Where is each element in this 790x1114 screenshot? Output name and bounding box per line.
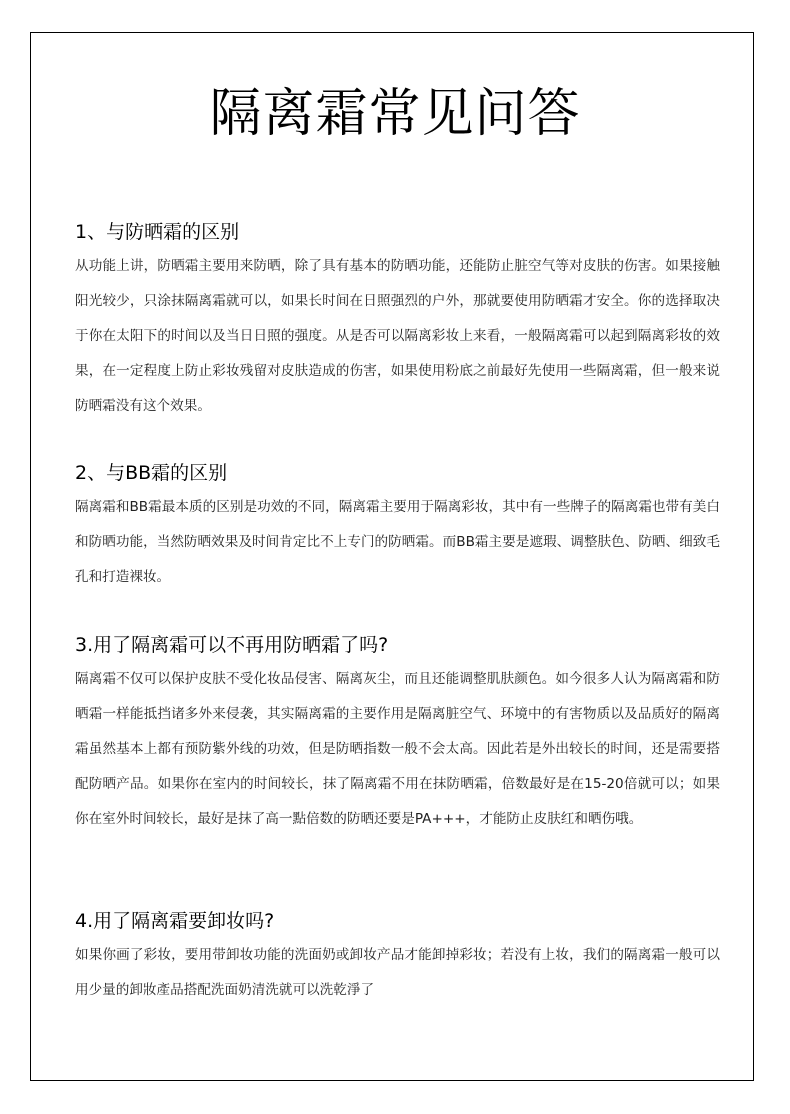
- faq-section-3: [75, 632, 720, 837]
- faq-section-4-heading: 4.用了隔离霜要卸妆吗?: [75, 910, 275, 932]
- faq-section-2-heading: 2、与BB霜的区别: [75, 462, 228, 484]
- faq-section-4-body: 如果你画了彩妆，要用带卸妆功能的洗面奶或卸妆产品才能卸掉彩妆；若没有上妆，我们的隔离霜一般可以用少量的卸妝產品搭配洗面奶清洗就可以洗乾淨了: [75, 947, 720, 998]
- faq-section-2-body: 隔离霜和BB霜最本质的区别是功效的不同，隔离霜主要用于隔离彩妆，其中有一些牌子的隔离霜也带有美白和防晒功能，当然防晒效果及时间肯定比不上专门的防晒霜。而BB霜主要是遮瑕、调整肤色、防晒、细致毛孔和打造裸妆。: [75, 499, 720, 585]
- faq-section-4: [75, 908, 720, 1008]
- faq-section-3-body: 隔离霜不仅可以保护皮肤不受化妆品侵害、隔离灰尘，而且还能调整肌肤颜色。如今很多人认为隔离霜和防晒霜一样能抵挡诸多外来侵袭，其实隔离霜的主要作用是隔离脏空气、环境中的有害物质以及品质好的隔离霜虽然基本上都有预防紫外线的功效，但是防晒指数一般不会太高。因此若是外出较长的时间，还是需要搭配防晒产品。如果你在室内的时间较长，抹了隔离霜不用在抹防晒霜，倍数最好是在15-20倍就可以；如果你在室外时间较长，最好是抹了高一點倍数的防晒还要是PA+++，才能防止皮肤红和晒伤哦。: [75, 671, 720, 827]
- faq-section-2: [75, 460, 720, 595]
- faq-section-1-heading: 1、与防晒霜的区别: [75, 221, 240, 243]
- faq-section-1: [75, 219, 720, 424]
- faq-section-1-body: 从功能上讲，防晒霜主要用来防晒，除了具有基本的防晒功能，还能防止脏空气等对皮肤的伤害。如果接触阳光较少，只涂抹隔离霜就可以，如果长时间在日照强烈的户外，那就要使用防晒霜才安全。你的选择取决于你在太阳下的时间以及当日日照的强度。从是否可以隔离彩妆上来看，一般隔离霜可以起到隔离彩妆的效果，在一定程度上防止彩妆残留对皮肤造成的伤害，如果使用粉底之前最好先使用一些隔离霜，但一般来说防晒霜没有这个效果。: [75, 258, 720, 414]
- faq-section-3-heading: 3.用了隔离霜可以不再用防晒霜了吗?: [75, 634, 389, 656]
- page-title: 隔离霜常见问答: [209, 84, 581, 144]
